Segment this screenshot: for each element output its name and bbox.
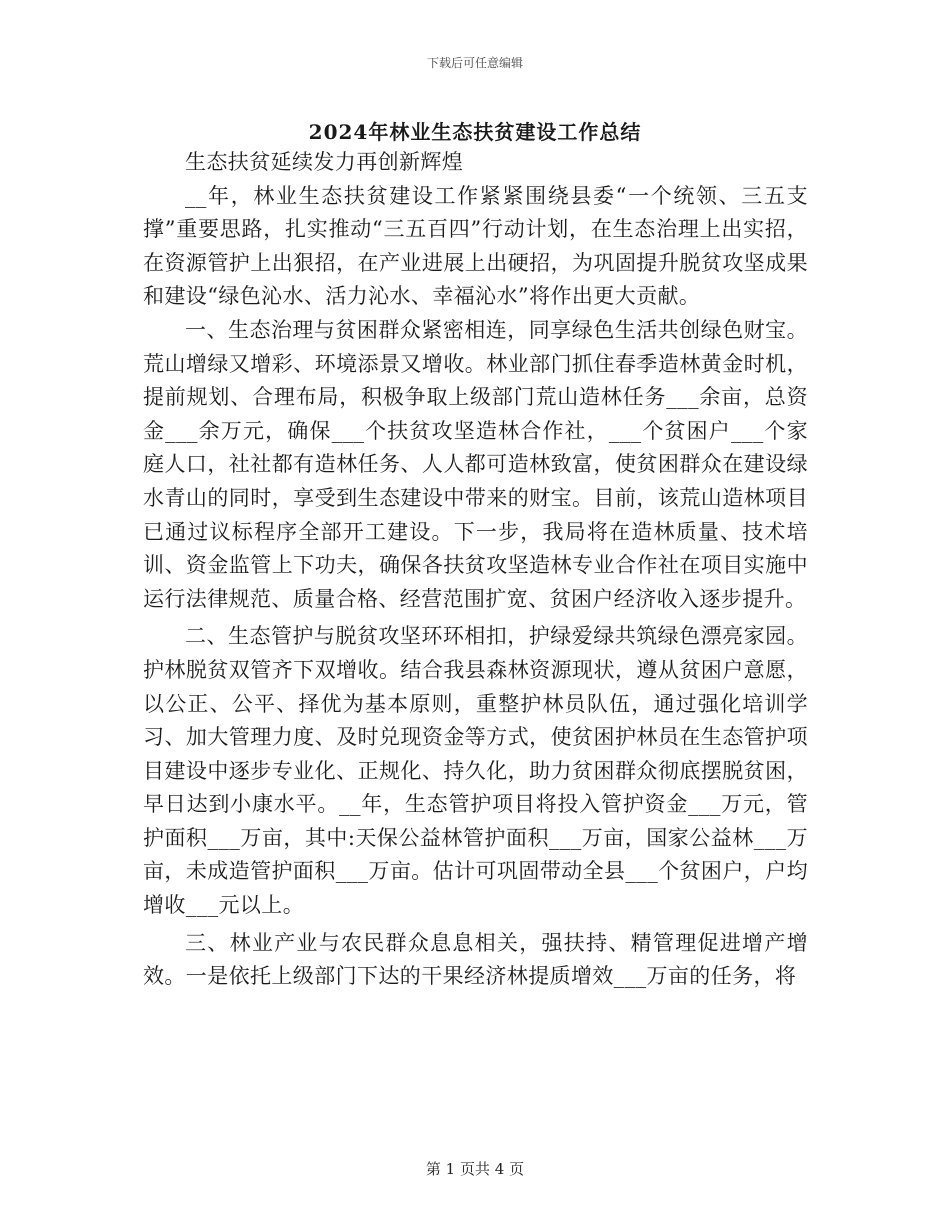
document-subtitle: 生态扶贫延续发力再创新辉煌 xyxy=(185,150,464,174)
document-body xyxy=(143,146,808,994)
paragraph-intro: __年，林业生态扶贫建设工作紧紧围绕县委“一个统领、三五支撑”重要思路，扎实推动“三五百四”行动计划，在生态治理上出实招，在资源管护上出狠招，在产业进展上出硬招，为巩固提升脱贫攻坚成果和建设“绿色沁水、活力沁水、幸福沁水”将作出更大贡献。 xyxy=(143,183,808,309)
page-footer: 第 1 页共 4 页 xyxy=(425,1160,525,1178)
document-title: 2024年林业生态扶贫建设工作总结 xyxy=(308,120,642,144)
paragraph-section-2: 二、生态管护与脱贫攻坚环环相扣，护绿爱绿共筑绿色漂亮家园。护林脱贫双管齐下双增收。结合我县森林资源现状，遵从贫困户意愿，以公正、公平、择优为基本原则，重整护林员队伍，通过强化培训学习、加大管理力度、及时兑现资金等方式，使贫困护林员在生态管护项目建设中逐步专业化、正规化、持久化，助力贫困群众彻底摆脱贫困，早日达到小康水平。__年，生态管护项目将投入管护资金___万元，管护面积___万亩，其中:天保公益林管护面积___万亩，国家公益林___万亩，未成造管护面积___万亩。估计可巩固带动全县___个贫困户，户均增收___元以上。 xyxy=(143,624,808,918)
paragraph-section-1: 一、生态治理与贫困群众紧密相连，同享绿色生活共创绿色财宝。荒山增绿又增彩、环境添景又增收。林业部门抓住春季造林黄金时机，提前规划、合理布局，积极争取上级部门荒山造林任务___余亩，总资金___余万元，确保___个扶贫攻坚造林合作社，___个贫困户___个家庭人口，社社都有造林任务、人人都可造林致富，使贫困群众在建设绿水青山的同时，享受到生态建设中带来的财宝。目前，该荒山造林项目已通过议标程序全部开工建设。下一步，我局将在造林质量、技术培训、资金监管上下功夫，确保各扶贫攻坚造林专业合作社在项目实施中运行法律规范、质量合格、经营范围扩宽、贫困户经济收入逐步提升。 xyxy=(143,317,808,611)
header-note: 下载后可任意编辑 xyxy=(426,56,523,70)
paragraph-section-3: 三、林业产业与农民群众息息相关，强扶持、精管理促进增产增效。一是依托上级部门下达的干果经济林提质增效___万亩的任务，将 xyxy=(143,930,808,989)
